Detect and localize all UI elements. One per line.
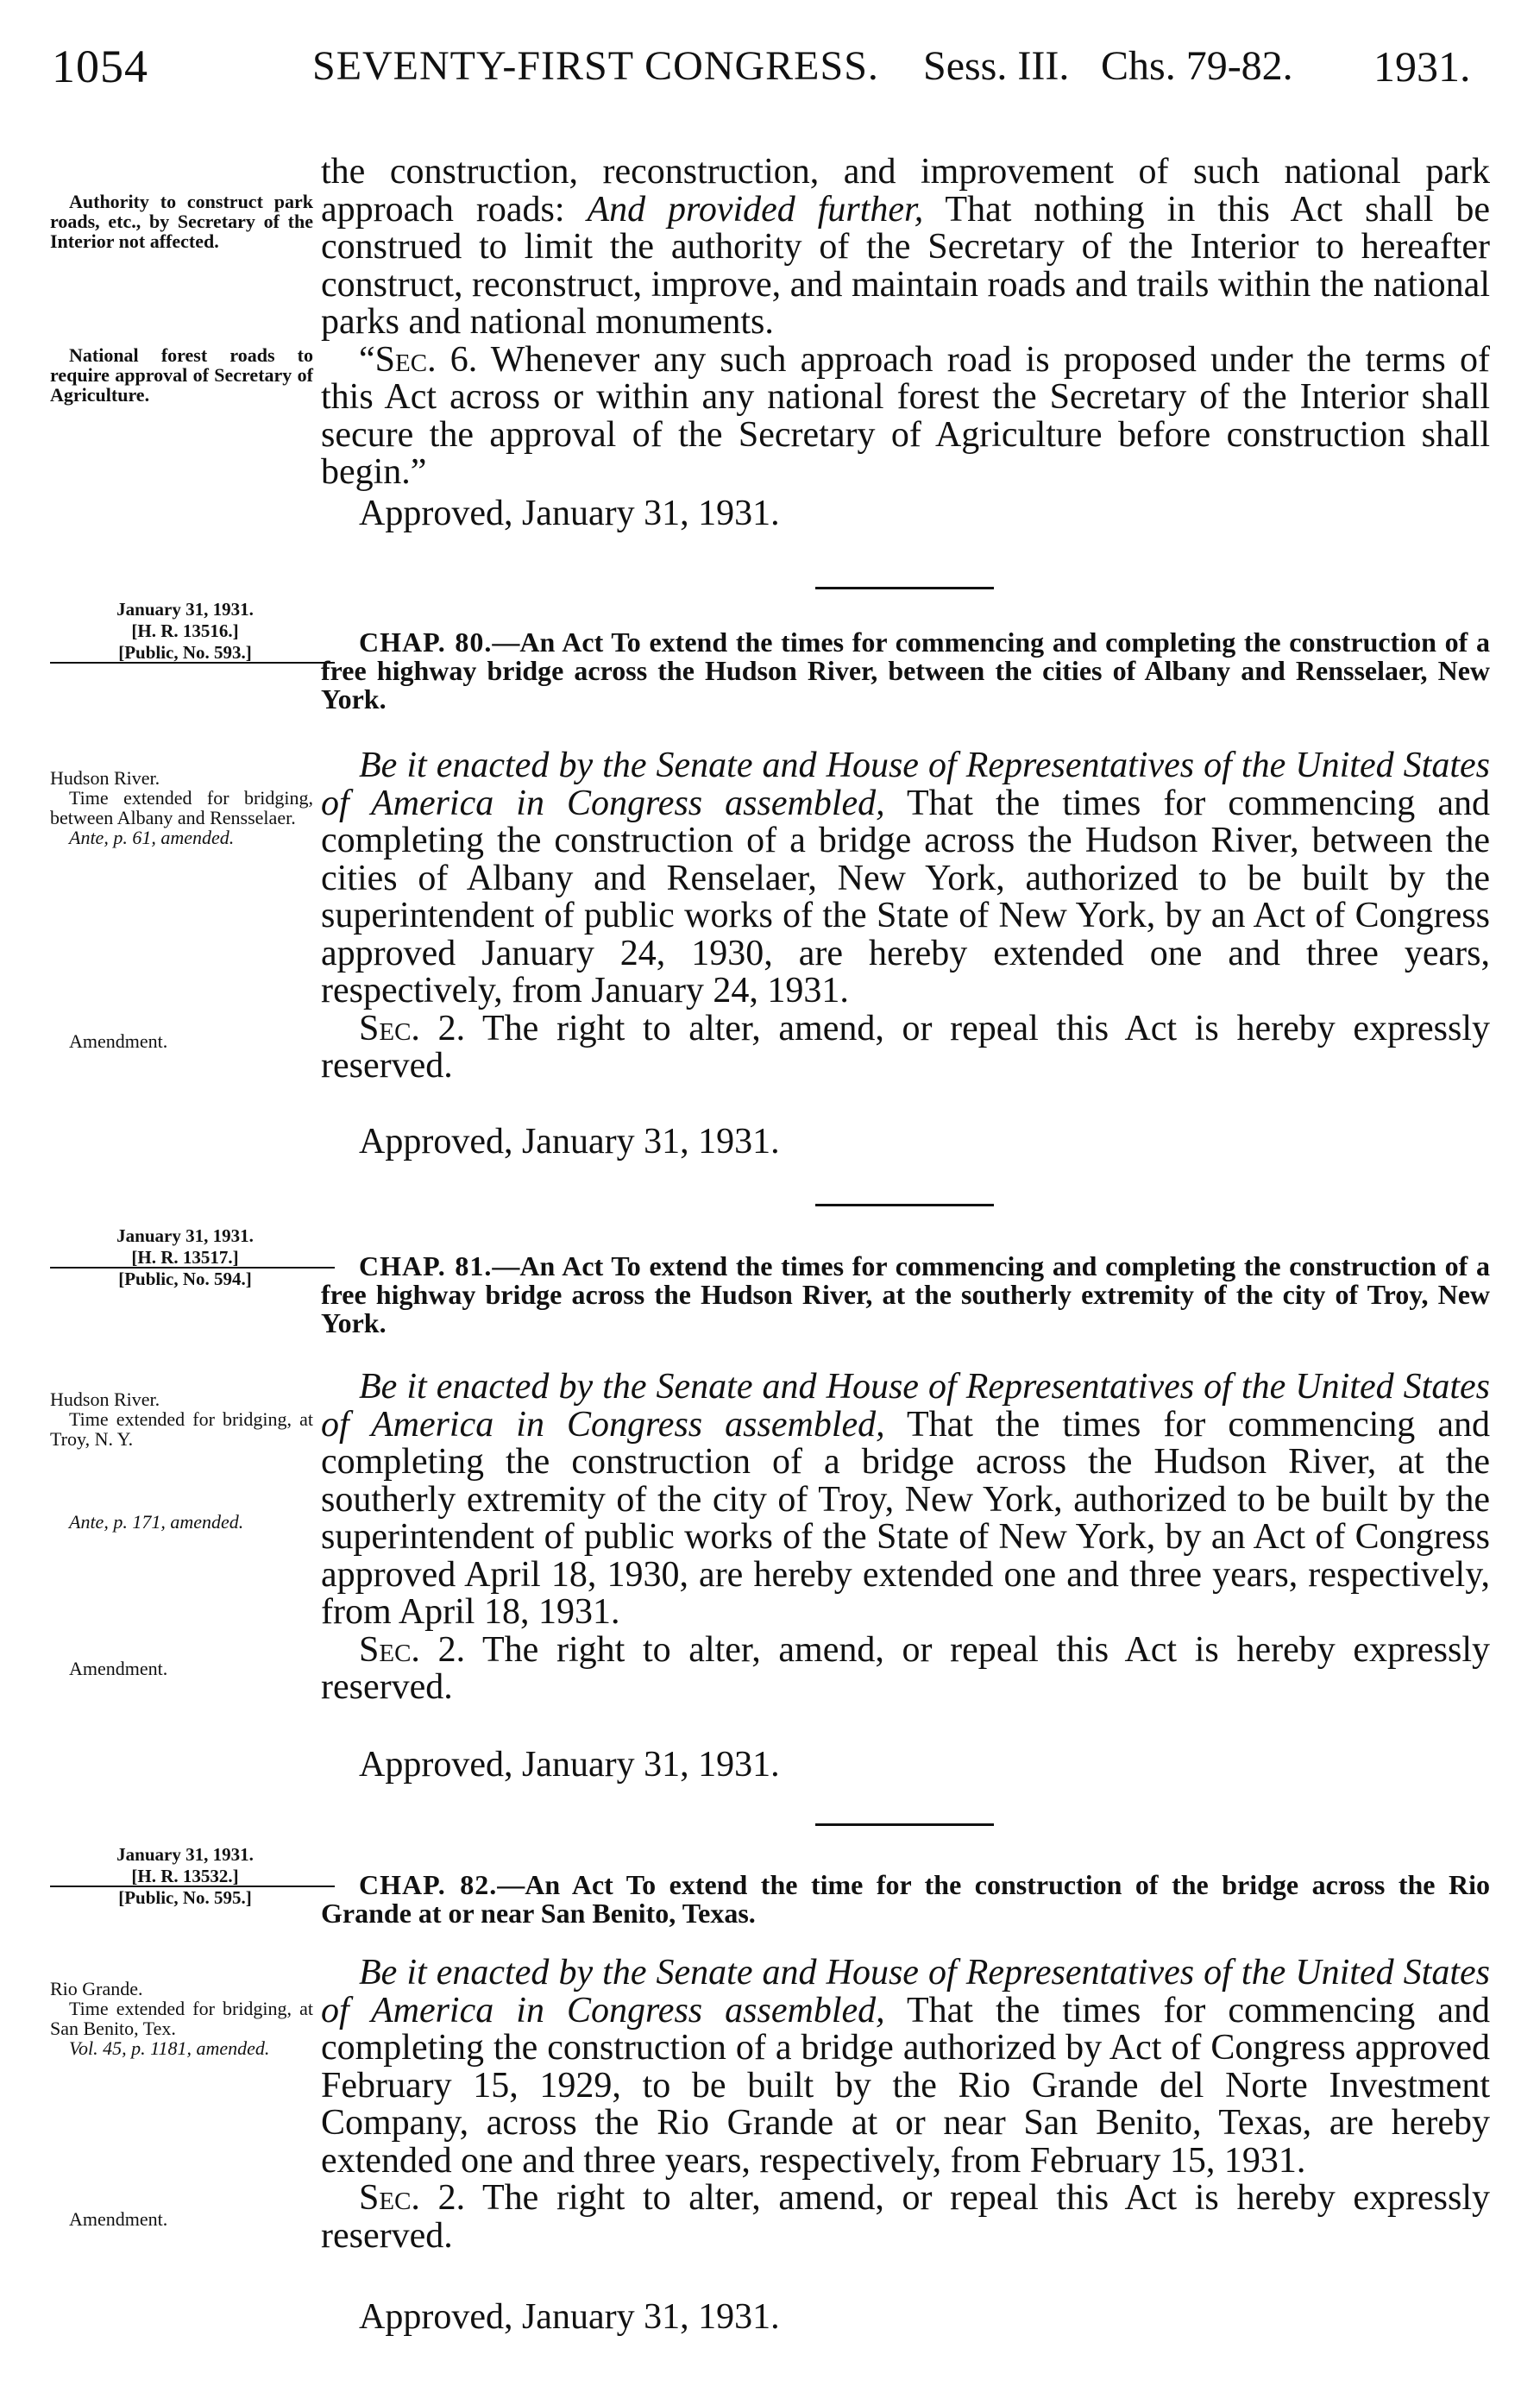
sec-2-paragraph: Sec. 2. The right to alter, amend, or repeal this Act is hereby expressly reserved. [321,1008,1491,1086]
margin-note-rio-grande: Rio Grande. Time extended for bridging, at San Benito, Tex. Vol. 45, p. 1181, amended. [50,1978,313,2059]
caption-date: January 31, 1931. [116,1225,254,1246]
chapter-body-80 [321,747,1490,1086]
margin-note-authority: Authority to construct park roads, etc., by Secretary of the Interior not affected. [50,191,313,252]
margin-note-amendment-2: Amendment. [69,1658,168,1679]
congress-heading: SEVENTY-FIRST CONGRESS. [312,43,879,89]
sec-6-paragraph: “Sec. 6. Whenever any such approach road is proposed under the terms of this Act across or within any national forest the Secretary of the Interior shall secure the approval of the Secretary of Agriculture before construction shall begin.” [321,339,1490,492]
chapter-title-82: CHAP. 82.—An Act To extend the time for the construction of the bridge across the Rio Grande at or near San Benito, Texas. [321,1869,1491,1929]
session-heading: Sess. III. [923,43,1070,89]
caption-public: [Public, No. 593.] [118,642,252,663]
enacting-paragraph: Be it enacted by the Senate and House of Representatives of the United States of America in Congress assembled, That the times for commencing and completing the construction of a bridge across the Hudson River, at the southerly extremity of the city of Troy, New York, authorized to be built by the superintendent of public works of the State of New York, by an Act of Congress approved April 18, 1930, are hereby extended one and three years, respectively, from April 18, 1931. [321,1367,1490,1632]
enacting-paragraph: Be it enacted by the Senate and House of Representatives of the United States of America in Congress assembled, That the times for commencing and completing the construction of a bridge authorized by Act of Congress approved February 15, 1929, to be built by the Rio Grande del Norte Investment Company, across the Rio Grande at or near San Benito, Texas, are hereby extended one and three years, respectively, from February 15, 1931. [321,1953,1490,2181]
sec-2-paragraph: Sec. 2. The right to alter, amend, or repeal this Act is hereby expressly reserved. [321,1629,1491,1707]
chapter-caption-80 [53,599,317,664]
year-heading: 1931. [1373,42,1471,91]
continuation-text [321,154,1490,492]
continuation-paragraph: the construction, reconstruction, and improvement of such national park approach roads: And provided further, That nothing in this Act shall be construed to limit the authority of the Secretary of the Interior to hereafter construct, reconstruct, improve, and maintain roads and trails within the national parks and national monuments. [321,152,1490,342]
caption-public: [Public, No. 595.] [118,1887,252,1908]
section-rule [815,1204,994,1206]
caption-bill: [H. R. 13517.] [131,1247,239,1268]
approved-line: Approved, January 31, 1931. [359,1122,780,1162]
caption-rule [50,1267,335,1269]
caption-rule [50,1886,335,1887]
caption-date: January 31, 1931. [116,1844,254,1865]
enacting-paragraph: Be it enacted by the Senate and House of Representatives of the United States of America in Congress assembled, That the times for commencing and completing the construction of a bridge across the Hudson River, between the cities of Albany and Renselaer, New York, authorized to be built by the superintendent of public works of the State of New York, by an Act of Congress approved January 24, 1930, are hereby extended one and three years, respectively, from January 24, 1931. [321,746,1490,1010]
caption-date: January 31, 1931. [116,599,254,620]
chapter-body-81 [321,1369,1490,1707]
chapters-heading: Chs. 79-82. [1101,43,1293,89]
margin-note-forest-roads: National forest roads to require approval of Secretary of Agriculture. [50,344,313,406]
caption-rule [50,662,335,664]
caption-public: [Public, No. 594.] [118,1269,252,1289]
chapter-caption-81 [53,1225,317,1290]
approved-line: Approved, January 31, 1931. [359,2297,780,2337]
approved-line: Approved, January 31, 1931. [359,494,780,533]
margin-note-amendment-1: Amendment. [69,1030,168,1052]
caption-bill: [H. R. 13532.] [131,1866,239,1886]
chapter-title-81: CHAP. 81.—An Act To extend the times for commencing and completing the construction of a free highway bridge across the Hudson River, at the southerly extremity of the city of Troy, New York. [321,1250,1491,1338]
section-rule [815,587,994,589]
caption-bill: [H. R. 13516.] [131,620,239,641]
chapter-title-80: CHAP. 80.—An Act To extend the times for commencing and completing the construction of a free highway bridge across the Hudson River, between the cities of Albany and Rensselaer, New York. [321,626,1491,715]
chapter-caption-82 [53,1844,317,1909]
margin-note-amendment-3: Amendment. [69,2208,168,2230]
page-number: 1054 [52,41,148,92]
approved-line: Approved, January 31, 1931. [359,1745,780,1785]
chapter-body-82 [321,1955,1490,2255]
sec-2-paragraph: Sec. 2. The right to alter, amend, or repeal this Act is hereby expressly reserved. [321,2178,1491,2256]
margin-note-hudson-1: Hudson River. Time extended for bridging, between Albany and Rensselaer. Ante, p. 61, amended. [50,767,313,848]
section-rule [815,1823,994,1826]
margin-note-hudson-2: Hudson River. Time extended for bridging, at Troy, N. Y. [50,1388,313,1450]
margin-note-ante-2: Ante, p. 171, amended. [69,1511,244,1533]
